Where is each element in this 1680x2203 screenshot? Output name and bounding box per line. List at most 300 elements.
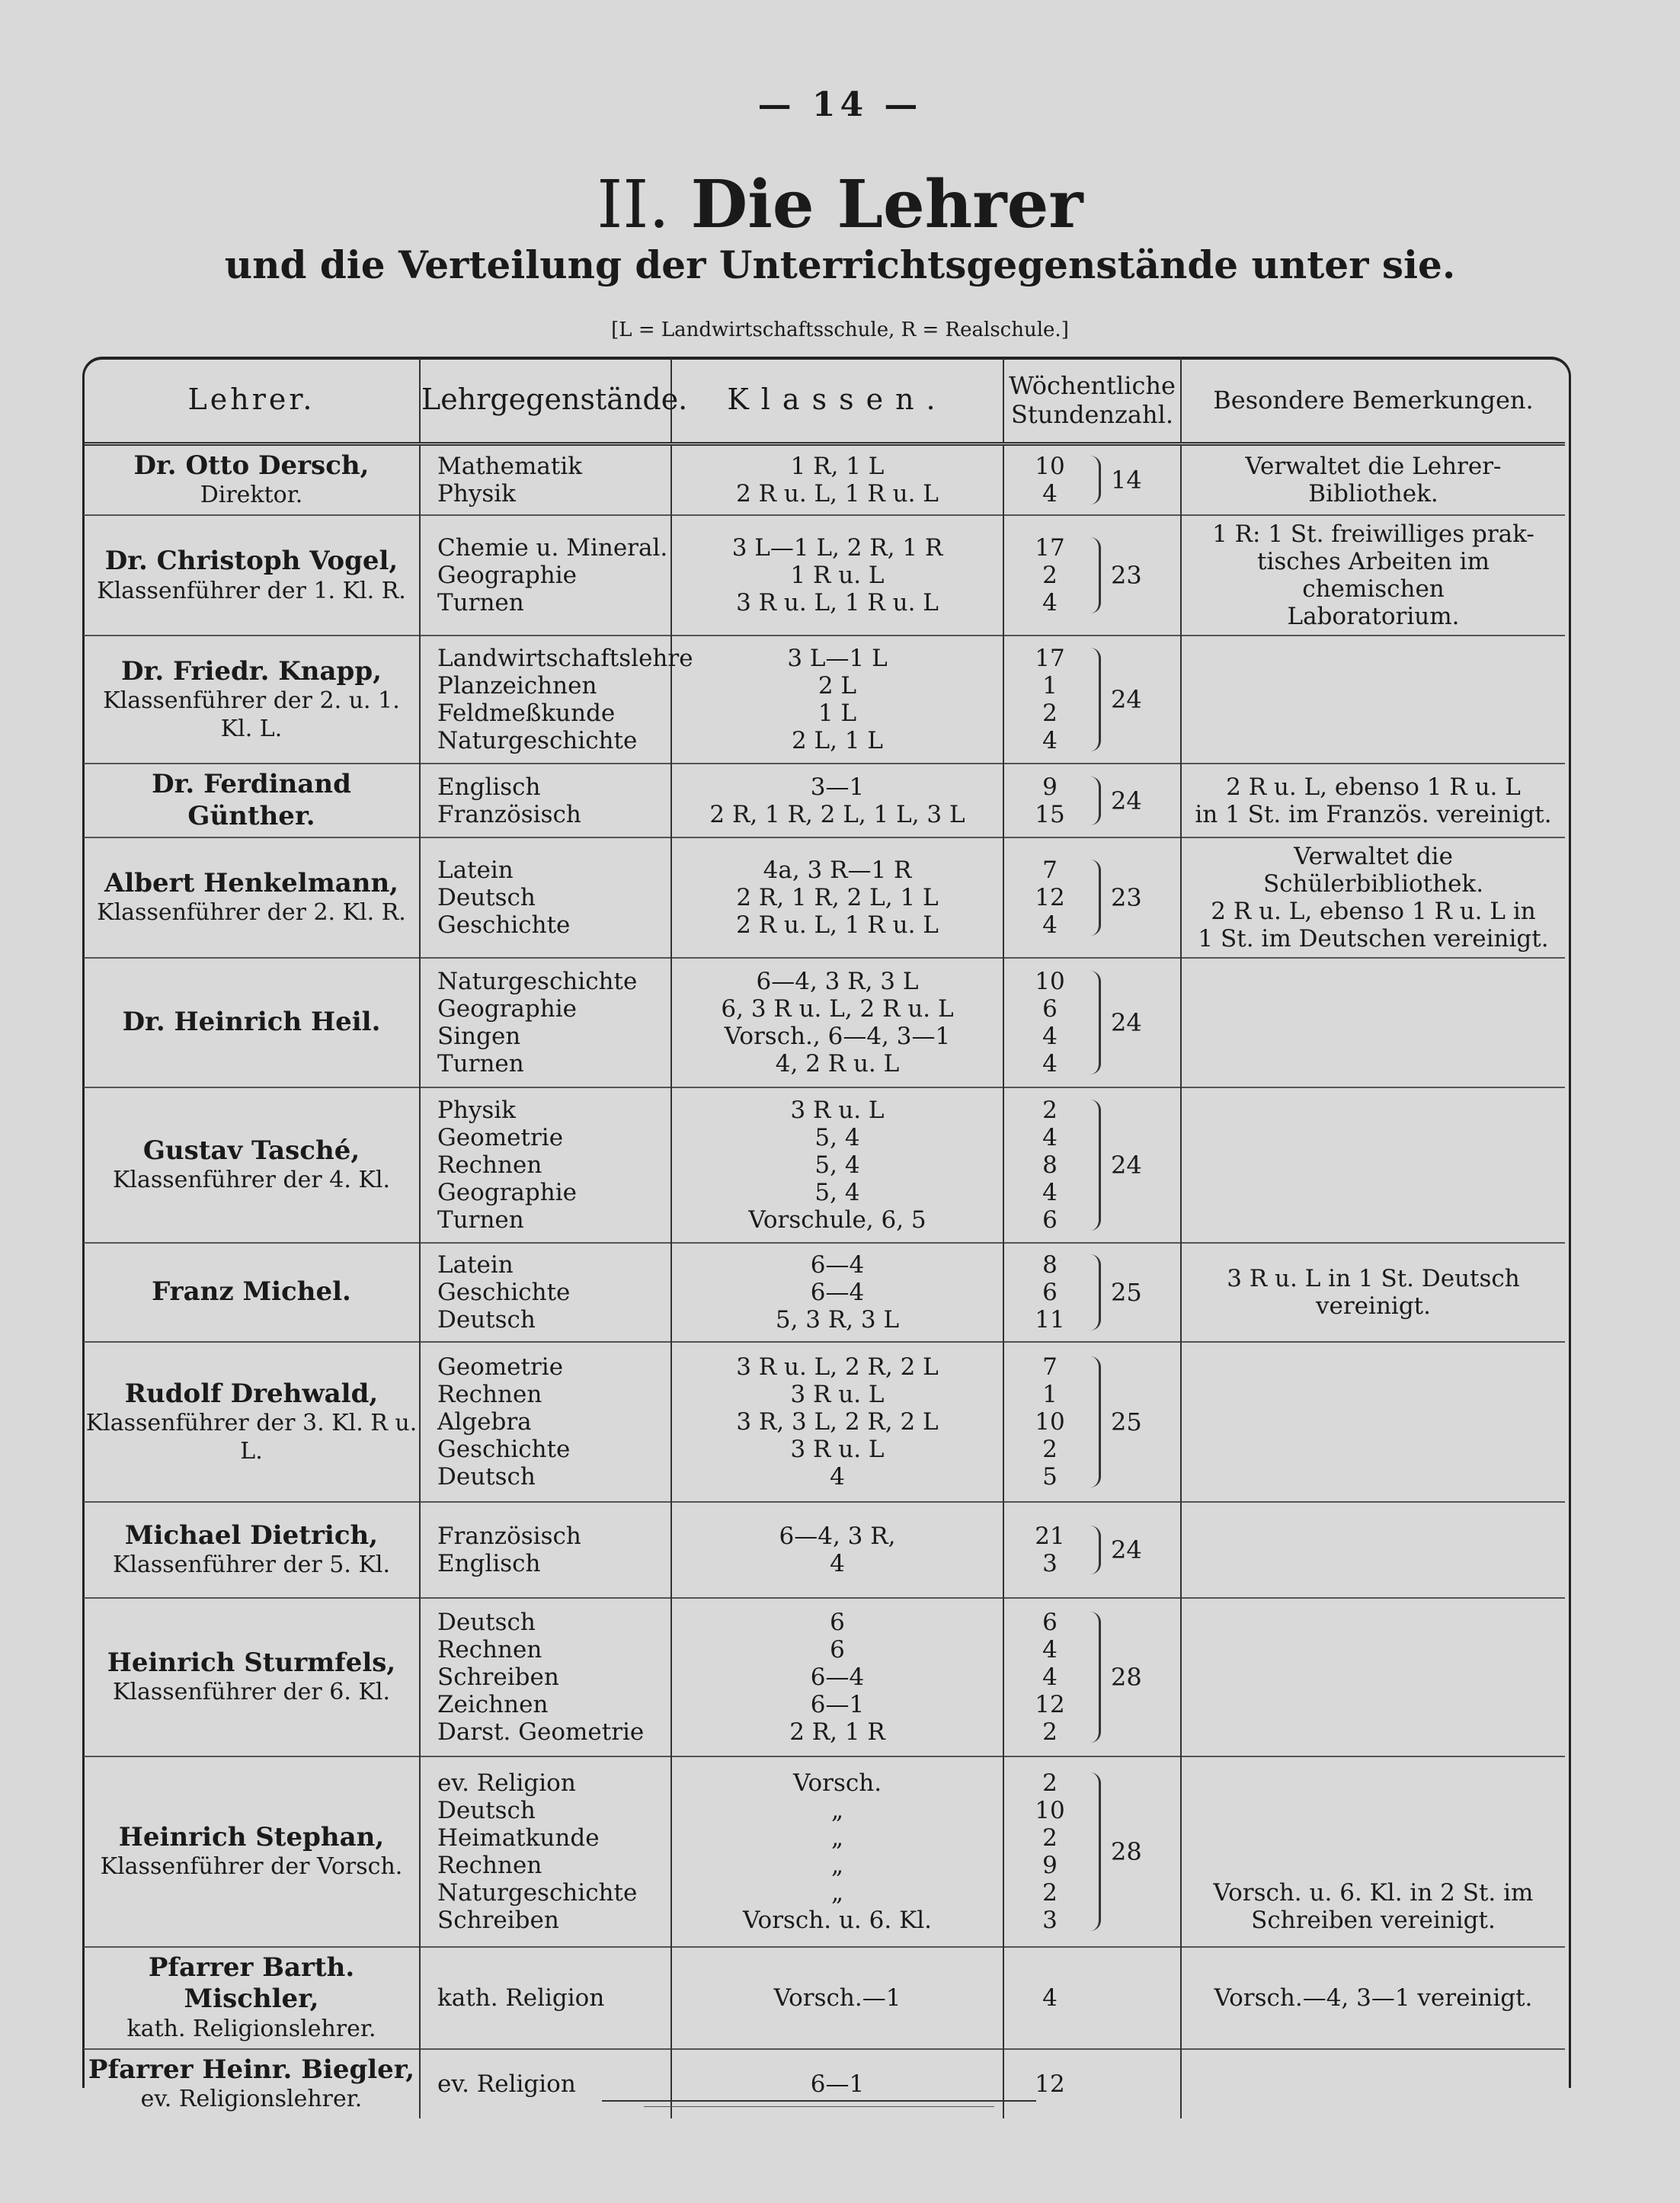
remarks-cell bbox=[1181, 1087, 1565, 1243]
remark-line: Laboratorium. bbox=[1287, 603, 1460, 631]
hours-item: 10 bbox=[1035, 1408, 1065, 1436]
hours-cell bbox=[1003, 1756, 1181, 1947]
hours-item: 10 bbox=[1035, 968, 1065, 995]
hours-item: 2 bbox=[1042, 1097, 1058, 1124]
class-item: 1 L bbox=[818, 700, 857, 728]
teacher-name: Franz Michel. bbox=[152, 1276, 351, 1308]
teacher-cell bbox=[84, 515, 420, 636]
subject-item: Rechnen bbox=[437, 1852, 542, 1879]
subject-item: Latein bbox=[437, 1251, 514, 1279]
teacher-cell bbox=[84, 1342, 420, 1502]
subject-item: Deutsch bbox=[437, 1306, 536, 1334]
title-roman-numeral: II. bbox=[597, 167, 670, 243]
class-item: 6 bbox=[830, 1609, 845, 1636]
teacher-role: kath. Religionslehrer. bbox=[126, 2015, 376, 2042]
remarks-cell bbox=[1181, 515, 1565, 636]
remarks-cell bbox=[1181, 636, 1565, 764]
teacher-role: Klassenführer der 5. Kl. bbox=[112, 1551, 390, 1579]
brace bbox=[1083, 860, 1101, 936]
hours-item: 3 bbox=[1042, 1550, 1058, 1577]
class-item: 6—1 bbox=[810, 2070, 865, 2098]
brace bbox=[1083, 1356, 1101, 1487]
teacher-name: Pfarrer Barth. Mischler, bbox=[148, 1952, 355, 2015]
abbreviation-legend: [L = Landwirtschaftsschule, R = Realschule.] bbox=[611, 319, 1069, 341]
class-item: „ bbox=[830, 1879, 844, 1907]
hours-item: 6 bbox=[1042, 1206, 1058, 1234]
subject-item: Rechnen bbox=[437, 1636, 542, 1663]
teacher-row bbox=[84, 1087, 1565, 1243]
hours-item: 4 bbox=[1042, 1179, 1058, 1206]
subject-item: Physik bbox=[437, 1097, 516, 1124]
remark-line: 1 St. im Deutschen vereinigt. bbox=[1198, 925, 1549, 953]
remark-line bbox=[1182, 1824, 1565, 1852]
subjects-cell bbox=[420, 1947, 671, 2049]
subjects-cell bbox=[420, 1502, 671, 1598]
subject-item: Geographie bbox=[437, 995, 577, 1023]
teacher-cell bbox=[84, 1502, 420, 1598]
subjects-cell bbox=[420, 837, 671, 958]
teacher-row bbox=[84, 1598, 1565, 1756]
subject-item: Rechnen bbox=[437, 1381, 542, 1408]
hours-item: 12 bbox=[1035, 1691, 1065, 1718]
subject-item: Turnen bbox=[437, 1050, 524, 1077]
hours-item: 6 bbox=[1042, 995, 1058, 1023]
brace bbox=[1083, 1526, 1101, 1574]
weekly-total: 25 bbox=[1111, 1278, 1142, 1307]
weekly-total: 28 bbox=[1111, 1837, 1142, 1866]
hours-item: 8 bbox=[1042, 1151, 1058, 1179]
weekly-total: 24 bbox=[1111, 1008, 1142, 1037]
subject-item: Geometrie bbox=[437, 1124, 564, 1151]
remark-line: Vorsch.—4, 3—1 vereinigt. bbox=[1214, 1984, 1533, 2012]
hours-item: 7 bbox=[1042, 857, 1058, 884]
class-item: 6—4 bbox=[810, 1251, 865, 1279]
hours-item: 9 bbox=[1042, 773, 1058, 801]
class-item: 3 R u. L bbox=[790, 1097, 885, 1124]
subject-item: kath. Religion bbox=[437, 1984, 605, 2012]
hours-cell bbox=[1003, 1342, 1181, 1502]
class-item: 3 L—1 L bbox=[787, 645, 888, 673]
subject-item: Latein bbox=[437, 857, 514, 884]
hours-item: 4 bbox=[1042, 589, 1058, 617]
hours-item: 17 bbox=[1035, 534, 1065, 562]
subjects-cell bbox=[420, 2049, 671, 2118]
subject-item: Singen bbox=[437, 1023, 521, 1050]
remark-line: 1 R: 1 St. freiwilliges prak- bbox=[1212, 520, 1534, 549]
classes-cell bbox=[671, 1502, 1003, 1598]
page-number: — 14 — bbox=[757, 85, 923, 124]
teacher-name: Dr. Heinrich Heil. bbox=[122, 1007, 381, 1038]
teacher-name: Rudolf Drehwald, bbox=[124, 1378, 379, 1409]
remark-line: 2 R u. L, ebenso 1 R u. L bbox=[1226, 773, 1521, 801]
subject-item: Geschichte bbox=[437, 1436, 571, 1463]
hours-item: 12 bbox=[1035, 2070, 1065, 2098]
subjects-cell bbox=[420, 1756, 671, 1947]
hours-item: 2 bbox=[1042, 1436, 1058, 1463]
header-classes: Klassen. bbox=[671, 358, 1003, 444]
class-item: „ bbox=[830, 1824, 844, 1852]
class-item: 5, 4 bbox=[814, 1151, 860, 1179]
hours-item: 8 bbox=[1042, 1251, 1058, 1279]
subject-item: Physik bbox=[437, 480, 516, 508]
brace bbox=[1083, 537, 1101, 613]
teacher-role: Klassenführer der 2. u. 1. Kl. L. bbox=[103, 687, 400, 742]
teacher-cell bbox=[84, 837, 420, 958]
class-item: 2 L, 1 L bbox=[791, 727, 884, 755]
remarks-cell bbox=[1181, 2049, 1565, 2118]
class-item: Vorsch. bbox=[792, 1769, 882, 1797]
classes-cell bbox=[671, 1598, 1003, 1756]
teacher-cell bbox=[84, 958, 420, 1087]
weekly-total: 24 bbox=[1111, 1535, 1142, 1564]
remark-line: Vorsch. u. 6. Kl. in 2 St. im bbox=[1213, 1879, 1534, 1907]
hours-cell bbox=[1003, 1502, 1181, 1598]
subjects-cell bbox=[420, 1598, 671, 1756]
hours-cell bbox=[1003, 1947, 1181, 2049]
classes-cell bbox=[671, 1756, 1003, 1947]
footer-rule bbox=[602, 2100, 1036, 2102]
teacher-name: Michael Dietrich, bbox=[124, 1519, 379, 1551]
class-item: 6, 3 R u. L, 2 R u. L bbox=[721, 995, 954, 1023]
remark-line: Schreiben vereinigt. bbox=[1251, 1907, 1496, 1934]
hours-item: 4 bbox=[1042, 727, 1058, 755]
brace bbox=[1083, 1612, 1101, 1743]
remarks-cell bbox=[1181, 1756, 1565, 1947]
weekly-total: 24 bbox=[1111, 1151, 1142, 1180]
teacher-name: Dr. Ferdinand Günther. bbox=[152, 769, 351, 831]
hours-cell bbox=[1003, 1087, 1181, 1243]
teacher-row bbox=[84, 764, 1565, 837]
remarks-cell bbox=[1181, 444, 1565, 516]
subject-item: Landwirtschaftslehre bbox=[437, 645, 693, 673]
subject-item: Zeichnen bbox=[437, 1691, 549, 1718]
hours-cell bbox=[1003, 1243, 1181, 1342]
class-item: 6—1 bbox=[810, 1691, 865, 1718]
classes-cell bbox=[671, 444, 1003, 516]
subject-item: Schreiben bbox=[437, 1907, 559, 1934]
brace bbox=[1083, 1772, 1101, 1931]
class-item: 2 R u. L, 1 R u. L bbox=[736, 480, 939, 508]
hours-cell bbox=[1003, 1598, 1181, 1756]
subject-item: Turnen bbox=[437, 589, 524, 617]
class-item: 5, 4 bbox=[814, 1179, 860, 1206]
hours-cell bbox=[1003, 444, 1181, 516]
teacher-row bbox=[84, 837, 1565, 958]
subject-item: Mathematik bbox=[437, 453, 583, 481]
teacher-name: Dr. Christoph Vogel, bbox=[104, 546, 398, 577]
subject-item: Darst. Geometrie bbox=[437, 1718, 645, 1746]
brace bbox=[1083, 648, 1101, 751]
subject-item: Französisch bbox=[437, 1523, 581, 1550]
class-item: 4a, 3 R—1 R bbox=[763, 857, 912, 884]
remarks-cell bbox=[1181, 1243, 1565, 1342]
teacher-row bbox=[84, 1947, 1565, 2049]
remarks-cell bbox=[1181, 1598, 1565, 1756]
class-item: 4 bbox=[830, 1550, 845, 1577]
remarks-cell bbox=[1181, 958, 1565, 1087]
hours-item: 10 bbox=[1035, 1797, 1065, 1824]
teacher-role: Klassenführer der 4. Kl. bbox=[112, 1167, 390, 1194]
teacher-row bbox=[84, 2049, 1565, 2118]
subject-item: Naturgeschichte bbox=[437, 1879, 638, 1907]
class-item: Vorsch. u. 6. Kl. bbox=[743, 1907, 932, 1934]
subjects-cell bbox=[420, 515, 671, 636]
subject-item: Algebra bbox=[437, 1408, 532, 1436]
class-item: 3 R u. L, 2 R, 2 L bbox=[736, 1353, 939, 1381]
subject-item: Geschichte bbox=[437, 1279, 571, 1306]
class-item: Vorsch., 6—4, 3—1 bbox=[724, 1023, 951, 1050]
remark-line bbox=[1182, 1769, 1565, 1797]
class-item: Vorsch.—1 bbox=[773, 1984, 901, 2012]
remark-line: vereinigt. bbox=[1316, 1292, 1431, 1320]
teacher-cell bbox=[84, 636, 420, 764]
teacher-row bbox=[84, 958, 1565, 1087]
class-item: 1 R u. L bbox=[790, 562, 885, 590]
teacher-cell bbox=[84, 1756, 420, 1947]
hours-cell bbox=[1003, 515, 1181, 636]
class-item: 5, 4 bbox=[814, 1124, 860, 1151]
classes-cell bbox=[671, 837, 1003, 958]
class-item: 3 R u. L, 1 R u. L bbox=[736, 589, 939, 617]
remarks-cell bbox=[1181, 1342, 1565, 1502]
classes-cell bbox=[671, 958, 1003, 1087]
subject-item: Geographie bbox=[437, 562, 577, 590]
class-item: 6—4, 3 R, 3 L bbox=[756, 968, 919, 995]
class-item: 6—4, 3 R, bbox=[779, 1523, 896, 1550]
hours-item: 4 bbox=[1042, 1636, 1058, 1663]
teacher-row bbox=[84, 1243, 1565, 1342]
hours-cell bbox=[1003, 958, 1181, 1087]
teacher-row bbox=[84, 1342, 1565, 1502]
subjects-cell bbox=[420, 1243, 671, 1342]
subjects-cell bbox=[420, 958, 671, 1087]
hours-item: 6 bbox=[1042, 1279, 1058, 1306]
hours-cell bbox=[1003, 636, 1181, 764]
subject-item: Deutsch bbox=[437, 1463, 536, 1491]
class-item: 3 L—1 L, 2 R, 1 R bbox=[731, 534, 943, 562]
teacher-name: Dr. Otto Dersch, bbox=[133, 450, 370, 481]
subject-item: Deutsch bbox=[437, 884, 536, 911]
class-item: 4 bbox=[830, 1463, 845, 1491]
subject-item: Französisch bbox=[437, 800, 581, 828]
remarks-cell bbox=[1181, 1947, 1565, 2049]
classes-cell bbox=[671, 2049, 1003, 2118]
teacher-cell bbox=[84, 2049, 420, 2118]
class-item: 6 bbox=[830, 1636, 845, 1663]
brace bbox=[1083, 1100, 1101, 1231]
hours-item: 4 bbox=[1042, 1984, 1058, 2012]
subject-item: Heimatkunde bbox=[437, 1824, 600, 1852]
teacher-row bbox=[84, 1502, 1565, 1598]
classes-cell bbox=[671, 1947, 1003, 2049]
subject-item: Schreiben bbox=[437, 1663, 559, 1691]
teacher-cell bbox=[84, 1947, 420, 2049]
remark-line bbox=[1182, 1852, 1565, 1879]
teacher-name: Heinrich Stephan, bbox=[118, 1821, 385, 1852]
class-item: 2 R, 1 R, 2 L, 1 L bbox=[736, 884, 939, 911]
hours-item: 1 bbox=[1042, 1381, 1058, 1408]
header-subjects: Lehrgegenstände. bbox=[420, 358, 671, 444]
hours-item: 7 bbox=[1042, 1353, 1058, 1381]
class-item: 2 L bbox=[818, 672, 857, 700]
teacher-cell bbox=[84, 1087, 420, 1243]
teacher-table bbox=[84, 358, 1565, 2118]
hours-cell bbox=[1003, 2049, 1181, 2118]
hours-item: 2 bbox=[1042, 562, 1058, 590]
subjects-cell bbox=[420, 1342, 671, 1502]
hours-item: 4 bbox=[1042, 1050, 1058, 1077]
subject-item: Naturgeschichte bbox=[437, 968, 638, 995]
subjects-cell bbox=[420, 444, 671, 516]
remarks-cell bbox=[1181, 837, 1565, 958]
subject-item: Planzeichnen bbox=[437, 672, 597, 700]
classes-cell bbox=[671, 1243, 1003, 1342]
class-item: 4, 2 R u. L bbox=[775, 1050, 900, 1077]
weekly-total: 14 bbox=[1111, 466, 1142, 495]
remarks-cell bbox=[1181, 1502, 1565, 1598]
weekly-total: 23 bbox=[1111, 561, 1142, 591]
subject-item: Turnen bbox=[437, 1206, 524, 1234]
subject-item: Deutsch bbox=[437, 1609, 536, 1636]
class-item: 2 R, 1 R bbox=[789, 1718, 885, 1746]
weekly-total: 24 bbox=[1111, 685, 1142, 715]
hours-item: 11 bbox=[1035, 1306, 1065, 1334]
class-item: 3 R, 3 L, 2 R, 2 L bbox=[736, 1408, 939, 1436]
brace bbox=[1083, 776, 1101, 825]
class-item: Vorschule, 6, 5 bbox=[748, 1206, 926, 1234]
teacher-name: Pfarrer Heinr. Biegler, bbox=[88, 2054, 415, 2085]
teacher-name: Gustav Tasché, bbox=[142, 1135, 360, 1166]
remarks-cell bbox=[1181, 764, 1565, 837]
subject-item: Deutsch bbox=[437, 1797, 536, 1824]
weekly-total: 28 bbox=[1111, 1663, 1142, 1692]
remark-line: 2 R u. L, ebenso 1 R u. L in bbox=[1211, 898, 1536, 925]
hours-item: 4 bbox=[1042, 911, 1058, 939]
title-main: Die Lehrer bbox=[690, 166, 1083, 243]
hours-item: 2 bbox=[1042, 1824, 1058, 1852]
class-item: 5, 3 R, 3 L bbox=[775, 1306, 900, 1334]
hours-cell bbox=[1003, 837, 1181, 958]
class-item: „ bbox=[830, 1852, 844, 1879]
table-header-row bbox=[84, 358, 1565, 444]
hours-item: 12 bbox=[1035, 884, 1065, 911]
classes-cell bbox=[671, 636, 1003, 764]
page-subtitle: und die Verteilung der Unterrichtsgegenstände unter sie. bbox=[224, 242, 1456, 287]
teacher-role: Klassenführer der 2. Kl. R. bbox=[97, 899, 406, 927]
brace bbox=[1083, 1254, 1101, 1330]
hours-item: 4 bbox=[1042, 1023, 1058, 1050]
teacher-cell bbox=[84, 1243, 420, 1342]
header-hours: Wöchentliche Stundenzahl. bbox=[1003, 358, 1181, 444]
teacher-role: Klassenführer der 3. Kl. R u. L. bbox=[85, 1410, 418, 1465]
class-item: 6—4 bbox=[810, 1663, 865, 1691]
classes-cell bbox=[671, 515, 1003, 636]
hours-item: 5 bbox=[1042, 1463, 1058, 1491]
subject-item: Naturgeschichte bbox=[437, 727, 638, 755]
subject-item: ev. Religion bbox=[437, 1769, 576, 1797]
remark-line: 3 R u. L in 1 St. Deutsch bbox=[1227, 1265, 1520, 1292]
remark-line: tisches Arbeiten im chemischen bbox=[1257, 548, 1490, 604]
subject-item: ev. Religion bbox=[437, 2070, 576, 2098]
teacher-cell bbox=[84, 1598, 420, 1756]
teacher-row bbox=[84, 444, 1565, 516]
page-title bbox=[0, 166, 1680, 243]
header-teacher: Lehrer. bbox=[84, 358, 420, 444]
subjects-cell bbox=[420, 636, 693, 764]
teacher-row bbox=[84, 1756, 1565, 1947]
hours-item: 9 bbox=[1042, 1852, 1058, 1879]
hours-cell bbox=[1003, 764, 1181, 837]
class-item: 2 R u. L, 1 R u. L bbox=[736, 911, 939, 939]
hours-item: 17 bbox=[1035, 645, 1065, 673]
header-remarks: Besondere Bemerkungen. bbox=[1181, 358, 1565, 444]
subject-item: Englisch bbox=[437, 1550, 541, 1577]
teacher-cell bbox=[84, 444, 420, 516]
teacher-row bbox=[84, 636, 1565, 764]
teacher-role: Klassenführer der 1. Kl. R. bbox=[97, 577, 406, 604]
class-item: 1 R, 1 L bbox=[790, 453, 885, 481]
teacher-name: Albert Henkelmann, bbox=[104, 867, 399, 898]
remark-line: Verwaltet die Lehrer-Bibliothek. bbox=[1245, 453, 1502, 508]
hours-item: 2 bbox=[1042, 700, 1058, 728]
hours-item: 2 bbox=[1042, 1718, 1058, 1746]
teacher-row bbox=[84, 515, 1565, 636]
hours-item: 6 bbox=[1042, 1609, 1058, 1636]
subjects-cell bbox=[420, 1087, 671, 1243]
teacher-name: Heinrich Sturmfels, bbox=[107, 1647, 396, 1678]
hours-item: 2 bbox=[1042, 1879, 1058, 1907]
hours-item: 1 bbox=[1042, 672, 1058, 700]
hours-item: 3 bbox=[1042, 1907, 1058, 1934]
brace bbox=[1083, 971, 1101, 1074]
hours-item: 4 bbox=[1042, 1124, 1058, 1151]
hours-item: 15 bbox=[1035, 800, 1065, 828]
teacher-role: Klassenführer der 6. Kl. bbox=[112, 1679, 390, 1706]
hours-item: 4 bbox=[1042, 480, 1058, 508]
subject-item: Geographie bbox=[437, 1179, 577, 1206]
class-item: 2 R, 1 R, 2 L, 1 L, 3 L bbox=[709, 800, 965, 828]
weekly-total: 24 bbox=[1111, 786, 1142, 815]
classes-cell bbox=[671, 764, 1003, 837]
hours-item: 2 bbox=[1042, 1769, 1058, 1797]
teacher-role: Direktor. bbox=[200, 482, 303, 509]
hours-item: 4 bbox=[1042, 1663, 1058, 1691]
footer-rule-short bbox=[644, 2106, 994, 2107]
teacher-role: ev. Religionslehrer. bbox=[140, 2086, 363, 2112]
subject-item: Englisch bbox=[437, 773, 541, 801]
classes-cell bbox=[671, 1087, 1003, 1243]
teacher-cell bbox=[84, 764, 420, 837]
class-item: 3 R u. L bbox=[790, 1436, 885, 1463]
hours-item: 21 bbox=[1035, 1523, 1065, 1550]
hours-item: 10 bbox=[1035, 453, 1065, 481]
subject-item: Chemie u. Mineral. bbox=[437, 534, 668, 562]
remark-line: in 1 St. im Französ. vereinigt. bbox=[1195, 800, 1552, 828]
class-item: 3 R u. L bbox=[790, 1381, 885, 1408]
subjects-cell bbox=[420, 764, 671, 837]
subject-item: Geschichte bbox=[437, 911, 571, 939]
class-item: „ bbox=[830, 1797, 844, 1824]
brace bbox=[1083, 456, 1101, 504]
weekly-total: 25 bbox=[1111, 1407, 1142, 1436]
teacher-role: Klassenführer der Vorsch. bbox=[100, 1853, 403, 1881]
classes-cell bbox=[671, 1342, 1003, 1502]
subject-item: Rechnen bbox=[437, 1151, 542, 1179]
class-item: 6—4 bbox=[810, 1279, 865, 1306]
weekly-total: 23 bbox=[1111, 883, 1142, 912]
remark-line bbox=[1182, 1797, 1565, 1824]
subject-item: Feldmeßkunde bbox=[437, 700, 616, 728]
